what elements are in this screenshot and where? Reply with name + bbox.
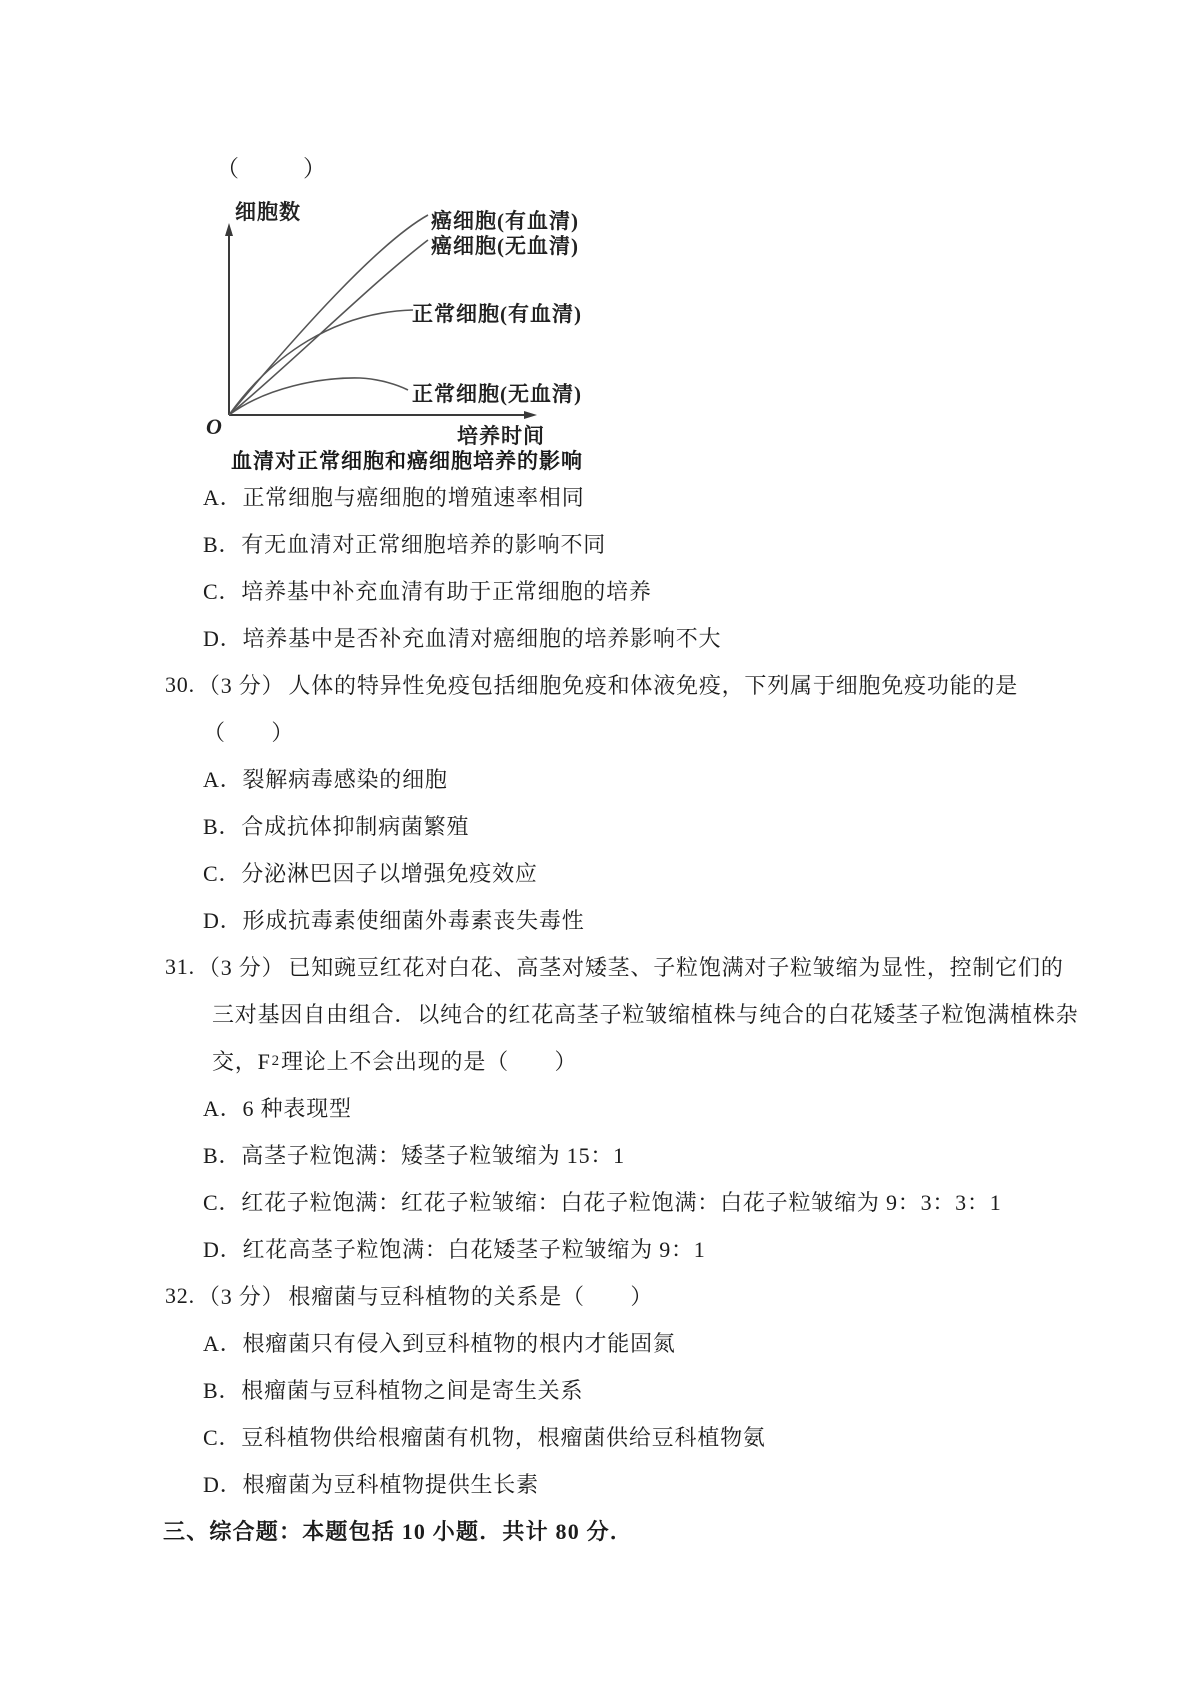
question-text-block [0,473,1200,1554]
q31-stem-text-3-pre: 交，F [212,1049,271,1074]
q31-stem-line-2 [0,990,1200,1037]
x-axis-arrow [524,411,537,419]
q32-stem-text: 根瘤菌与豆科植物的关系是（ ） [288,1284,654,1309]
cell-culture-chart [0,0,1200,480]
option-text: B．根瘤菌与豆科植物之间是寄生关系 [203,1378,584,1403]
section-header [0,1507,1200,1554]
origin-label: O [206,414,222,439]
q32-stem [0,1272,1200,1319]
curve-cancer-no-serum [229,240,428,415]
q32-option-d [0,1460,1200,1507]
option-text: B．高茎子粒饱满：矮茎子粒皱缩为 15：1 [203,1143,625,1168]
option-text: D．根瘤菌为豆科植物提供生长素 [203,1472,539,1497]
option-text: C．豆科植物供给根瘤菌有机物，根瘤菌供给豆科植物氨 [203,1425,766,1450]
q31-stem-line-1 [0,943,1200,990]
q29-option-a [0,473,1200,520]
option-text: A．裂解病毒感染的细胞 [203,767,448,792]
option-text: D．形成抗毒素使细菌外毒素丧失毒性 [203,908,585,933]
q31-points: （3 分） [197,955,285,980]
q30-option-c [0,849,1200,896]
y-axis-label: 细胞数 [235,200,301,224]
option-text: C．红花子粒饱满：红花子粒皱缩：白花子粒饱满：白花子粒皱缩为 9：3：3：1 [203,1190,1002,1215]
q32-option-b [0,1366,1200,1413]
q30-stem-text: 人体的特异性免疫包括细胞免疫和体液免疫，下列属于细胞免疫功能的是 [288,673,1019,698]
answer-paren-text: （ ） [203,720,295,745]
q31-option-d [0,1225,1200,1272]
q30-points: （3 分） [197,673,285,698]
q30-number: 30. [165,671,195,697]
q29-option-c [0,567,1200,614]
curve-label-cancer-no-serum: 癌细胞(无血清) [431,234,579,258]
q31-stem-text-3-post: 理论上不会出现的是（ ） [280,1049,578,1074]
y-axis-arrow [225,223,233,236]
q29-option-b [0,520,1200,567]
q31-option-c [0,1178,1200,1225]
option-text: B．有无血清对正常细胞培养的影响不同 [203,532,607,557]
q31-stem-line-3: 交，F 2 理论上不会出现的是（ ） [0,1037,1200,1084]
option-text: A．6 种表现型 [203,1096,352,1121]
q30-stem [0,661,1200,708]
option-text: B．合成抗体抑制病菌繁殖 [203,814,470,839]
q30-answer-paren [0,708,1200,755]
option-text: C．培养基中补充血清有助于正常细胞的培养 [203,579,652,604]
option-text: C．分泌淋巴因子以增强免疫效应 [203,861,538,886]
option-text: A．正常细胞与癌细胞的增殖速率相同 [203,485,585,510]
curve-label-normal-no-serum: 正常细胞(无血清) [412,382,582,406]
q29-option-d [0,614,1200,661]
q32-option-c [0,1413,1200,1460]
q31-option-b [0,1131,1200,1178]
section-header-text: 三、综合题：本题包括 10 小题．共计 80 分． [163,1519,634,1544]
curve-label-cancer-with-serum: 癌细胞(有血清) [431,209,579,233]
option-text: A．根瘤菌只有侵入到豆科植物的根内才能固氮 [203,1331,676,1356]
option-text: D．红花高茎子粒饱满：白花矮茎子粒皱缩为 9：1 [203,1237,706,1262]
x-axis-label: 培养时间 [457,424,545,448]
q31-stem-text-2: 三对基因自由组合．以纯合的红花高茎子粒皱缩植株与纯合的白花矮茎子粒饱满植株杂 [212,1002,1079,1027]
option-text: D．培养基中是否补充血清对癌细胞的培养影响不大 [203,626,722,651]
q31-number: 31. [165,953,195,979]
q30-option-a [0,755,1200,802]
q32-option-a [0,1319,1200,1366]
q32-number: 32. [165,1282,195,1308]
q32-points: （3 分） [197,1284,285,1309]
q30-option-b [0,802,1200,849]
q29-answer-paren: （ ） [216,156,332,181]
q31-option-a [0,1084,1200,1131]
curve-label-normal-with-serum: 正常细胞(有血清) [412,302,582,326]
chart-caption: 血清对正常细胞和癌细胞培养的影响 [231,449,583,473]
q30-option-d [0,896,1200,943]
q31-stem-text-1: 已知豌豆红花对白花、高茎对矮茎、子粒饱满对子粒皱缩为显性，控制它们的 [288,955,1064,980]
